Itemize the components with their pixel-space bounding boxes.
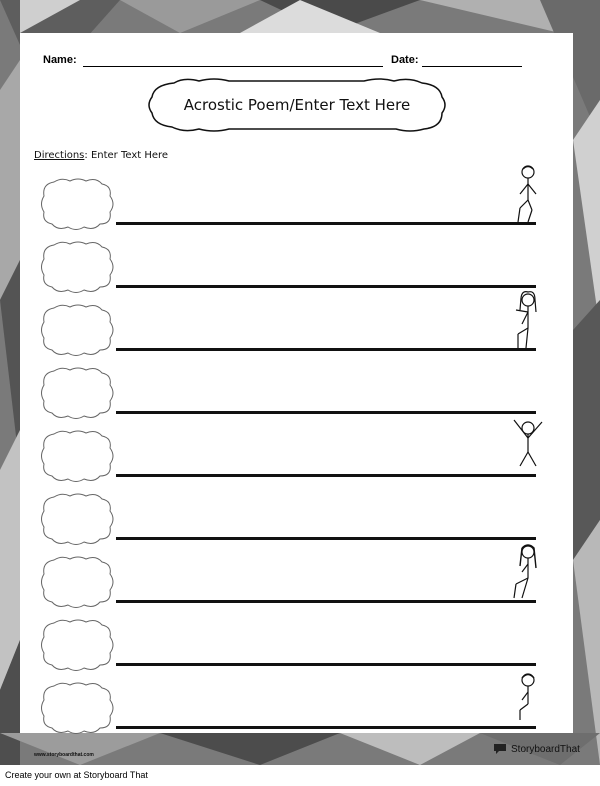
directions: [34, 150, 168, 161]
name-field-line[interactable]: [83, 66, 383, 67]
row-letter-cloud[interactable]: [40, 491, 114, 547]
row-writing-line[interactable]: [116, 600, 536, 603]
row-letter-cloud[interactable]: [40, 365, 114, 421]
stick-figure-sitting-girl: [508, 290, 548, 354]
row-letter-cloud[interactable]: [40, 176, 114, 232]
row-letter-cloud[interactable]: [40, 617, 114, 673]
row-letter-cloud[interactable]: [40, 302, 114, 358]
storyboard-logo-icon: [493, 743, 507, 755]
storyboard-logo: [493, 743, 580, 755]
worksheet-page: [20, 33, 573, 758]
logo-text: StoryboardThat: [511, 743, 580, 755]
row-writing-line[interactable]: [116, 348, 536, 351]
row-letter-cloud[interactable]: [40, 554, 114, 610]
row-writing-line[interactable]: [116, 537, 536, 540]
row-writing-line[interactable]: [116, 474, 536, 477]
row-writing-line[interactable]: [116, 663, 536, 666]
row-writing-line[interactable]: [116, 285, 536, 288]
row-writing-line[interactable]: [116, 726, 536, 729]
stick-figure-sitting-girl-long-hair: [508, 542, 548, 606]
date-label: Date:: [391, 54, 419, 66]
row-letter-cloud[interactable]: [40, 428, 114, 484]
directions-label: Directions: [34, 150, 85, 161]
stick-figure-cheering: [508, 416, 548, 480]
worksheet-title[interactable]: Acrostic Poem/Enter Text Here: [183, 96, 411, 114]
credit-text: Create your own at Storyboard That: [5, 770, 148, 780]
row-letter-cloud[interactable]: [40, 239, 114, 295]
directions-text[interactable]: : Enter Text Here: [84, 150, 169, 161]
stick-figure-sitting-child: [508, 668, 548, 732]
row-writing-line[interactable]: [116, 222, 536, 225]
date-field-line[interactable]: [422, 66, 522, 67]
name-label: Name:: [43, 54, 77, 66]
stick-figure-sitting-boy: [508, 164, 548, 228]
footer-url: www.storyboardthat.com: [34, 752, 94, 758]
row-letter-cloud[interactable]: [40, 680, 114, 736]
row-writing-line[interactable]: [116, 411, 536, 414]
